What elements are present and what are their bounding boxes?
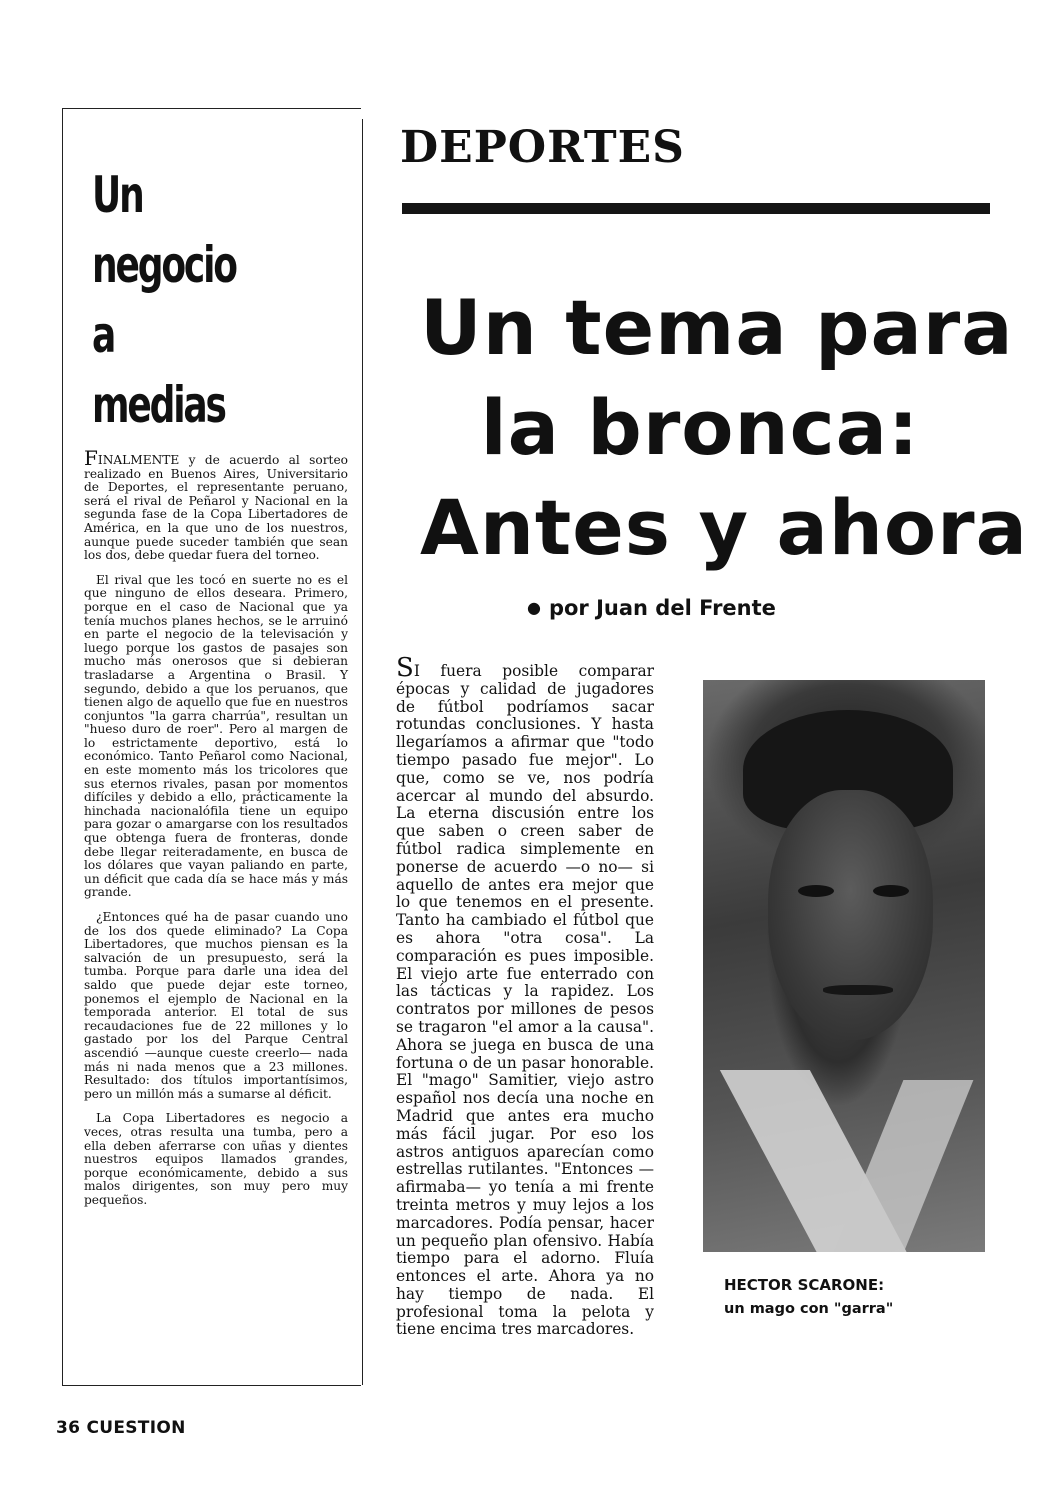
photo-eye [798, 885, 834, 897]
portrait-photo [703, 680, 985, 1252]
byline-bullet-icon: ● [527, 598, 541, 617]
headline-line: la bronca: [480, 383, 920, 472]
sidebar-paragraph: La Copa Libertadores es negocio a veces, otras resulta una tumba, pero a ella deben aferrarse con uñas y dientes nuestros equipos llamados grandes, porque económicamente, debido a sus malos dirigentes, son muy pero muy pequeños. [84, 1111, 348, 1207]
photo-face [768, 790, 933, 1040]
caption-name: HECTOR SCARONE: [724, 1276, 885, 1294]
sidebar-title-line: medias [92, 376, 225, 434]
sidebar-paragraph: ¿Entonces qué ha de pasar cuando uno de los dos quede eliminado? La Copa Libertadores, que muchos piensan es la salvación de un presupuesto, será la tumba. Porque para darle una idea del saldo que puede dejar este torneo, ponemos el ejemplo de Nacional en la temporada anterior. El total de sus recaudaciones fue de 22 millones y lo gastado por los del Parque Central ascendió —aunque cueste creerlo— nada más ni nada menos que a 23 millones. Resultado: dos títulos importantísimos, pero un millón más a sumarse al déficit. [84, 910, 348, 1101]
sidebar-paragraph-text: INALMENTE y de acuerdo al sorteo realizado en Buenos Aires, Universitario de Deportes, el representante peruano, será el rival de Peñarol y Nacional en la segunda fase de la Copa Libertadores de América, en la que uno de los nuestros, aunque puede suceder también que sean los dos, debe quedar fuera del torneo. [84, 453, 348, 563]
article-headline [420, 278, 1028, 578]
sidebar-title-line: Un [92, 166, 143, 224]
sidebar-title [92, 160, 250, 440]
page-folio: 36 CUESTION [56, 1418, 186, 1438]
sidebar-paragraph: El rival que les tocó en suerte no es el que ninguno de ellos deseara. Primero, porque en el caso de Nacional que ya tenía muchos planes hechos, se le arruinó en parte el negocio de la televisación y luego porque los gastos de pasajes son mucho más onerosos que si debieran trasladarse a Argentina o Brasil. Y segundo, debido a que los peruanos, que tienen algo de aquello que fue en nuestros conjuntos "la garra charrúa", resultan un "hueso duro de roer". Pero al margen de lo estrictamente deportivo, está lo económico. Tanto Peñarol como Nacional, en este momento más los tricolores que sus eternos rivales, pasan por momentos difíciles y debido a ello, prácticamente la hinchada nacionalófila tiene un equipo para gozar o amargarse con los resultados que obtenga fuera de fronteras, donde debe llegar reiteradamente, en busca de los dólares que vayan paliando en parte, un déficit que cada día se hace más y más grande. [84, 572, 348, 900]
article-byline [527, 596, 887, 620]
byline-text: por Juan del Frente [548, 596, 776, 620]
sidebar-paragraph [84, 446, 348, 563]
caption-subtitle: un mago con "garra" [724, 1301, 894, 1317]
headline-line: Un tema para [420, 283, 1014, 372]
article-body [396, 653, 654, 1339]
sidebar-title-line: negocio [92, 236, 236, 294]
headline-line: Antes y ahora [420, 483, 1028, 572]
article-body-text: I fuera posible comparar épocas y calidad de jugadores de fútbol podríamos sacar rotundas conclusiones. Y hasta llegaríamos a afirmar que "todo tiempo pasado fue mejor". Lo que, como se ve, nos podría acercar al mundo del absurdo. La eterna discusión entre los que saben o creen saber de fútbol radica simplemente en ponerse de acuerdo —o no— si aquello de antes era mejor que lo que tenemos en el presente. Tanto ha cambiado el fútbol que es ahora "otra cosa". La comparación es pues imposible. El viejo arte fue enterrado con las tácticas y la rapidez. Los contratos por millones de pesos se tragaron "el amor a la causa". Ahora se juega en busca de una fortuna o de un pasar honorable. El "mago" Samitier, viejo astro español nos decía una noche en Madrid que antes era mucho más fácil jugar. Por eso los astros antiguos aparecían como estrellas rutilantes. "Entonces —afirmaba— yo tenía a mi frente treinta metros y muy lejos a los marcadores. Podía pensar, hacer un pequeño plan ofensivo. Había tiempo para el adorno. Fluía entonces el arte. Ahora ya no hay tiempo de nada. El profesional toma la pelota y tiene encima tres marcadores. [396, 662, 654, 1339]
sidebar-body [84, 446, 348, 1218]
photo-mouth [823, 985, 893, 995]
photo-eye [873, 885, 909, 897]
article-lead-letter: S [396, 653, 414, 683]
section-label: DEPORTES [400, 122, 685, 173]
sidebar-title-line: a [92, 306, 115, 364]
sidebar-dropcap: F [84, 446, 98, 470]
photo-caption [724, 1273, 964, 1321]
article-paragraph [396, 653, 654, 1339]
section-rule [402, 203, 990, 214]
